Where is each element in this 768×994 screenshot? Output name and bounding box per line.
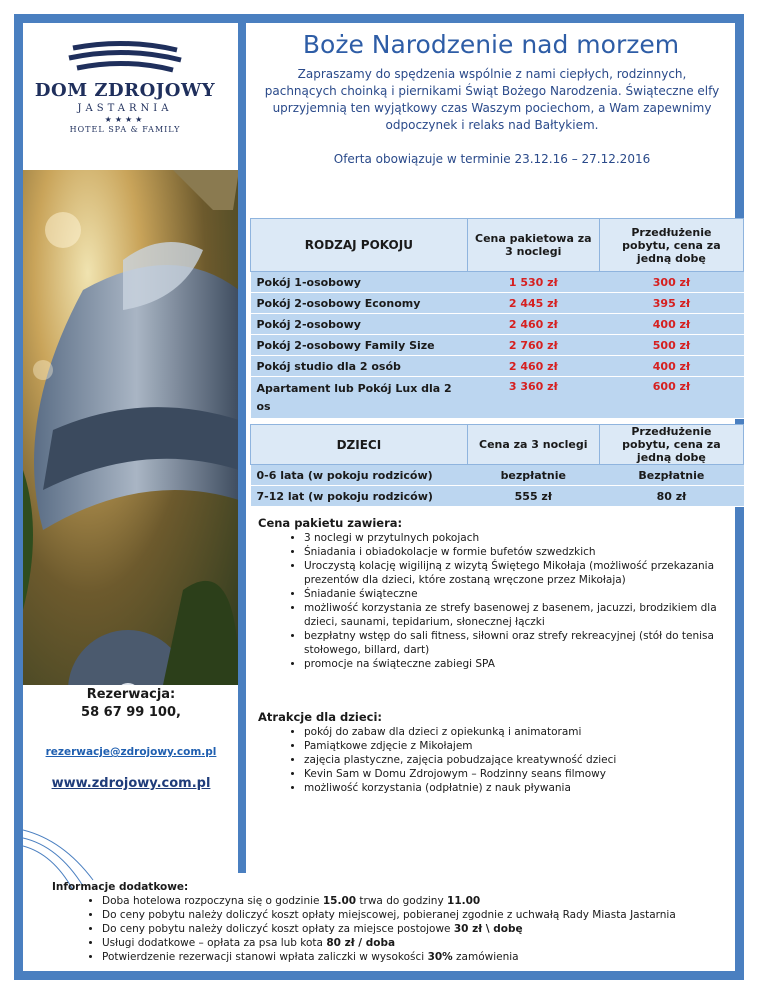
- additional-info: [52, 880, 742, 964]
- room-name: Pokój 1-osobowy: [251, 272, 468, 293]
- info-bold: 30%: [427, 951, 453, 963]
- info-text: zamówienia: [452, 951, 519, 963]
- list-item: • Pamiątkowe zdjęcie z Mikołajem: [304, 739, 740, 753]
- room-extra: 600 zł: [599, 377, 743, 419]
- table-row: [251, 377, 744, 419]
- table-row: [251, 272, 744, 293]
- room-name: Pokój 2-osobowy: [251, 314, 468, 335]
- list-item: • zajęcia plastyczne, zajęcia pobudzające kreatywność dzieci: [304, 753, 740, 767]
- reservation-phone[interactable]: 58 67 99 100,: [81, 705, 181, 720]
- rooms-price-table: [250, 218, 744, 419]
- list-item: • możliwość korzystania ze strefy basenowej z basenem, jacuzzi, brodzikiem dla dzieci, saunami, tepidarium, słonecznej łączki: [304, 601, 740, 629]
- room-price: 2 460 zł: [467, 314, 599, 335]
- kids-attractions: [258, 710, 740, 795]
- vertical-divider: [238, 23, 246, 873]
- includes-heading: Cena pakietu zawiera:: [258, 516, 403, 530]
- package-includes: [258, 516, 740, 671]
- table-row: [251, 293, 744, 314]
- list-item: [102, 950, 742, 964]
- room-price: 2 460 zł: [467, 356, 599, 377]
- kids-header-price: Cena za 3 noclegi: [467, 425, 599, 465]
- list-item: [102, 908, 742, 922]
- offer-dates: Oferta obowiązuje w terminie 23.12.16 – 27.12.2016: [333, 152, 651, 166]
- list-item: • Śniadanie świąteczne: [304, 587, 740, 601]
- list-item: • Kevin Sam w Domu Zdrojowym – Rodzinny seans filmowy: [304, 767, 740, 781]
- reservation-box: [23, 686, 239, 791]
- list-item: • promocje na świąteczne zabiegi SPA: [304, 657, 740, 671]
- info-text: Usługi dodatkowe – opłata za psa lub kota: [102, 937, 327, 949]
- christmas-bell-photo: [23, 170, 239, 685]
- intro-text: Zapraszamy do spędzenia wspólnie z nami ciepłych, rodzinnych, pachnących choinką i piernikami Świąt Bożego Narodzenia. Świąteczne elfy uprzyjemnią ten wyjątkowy czas Waszym pociechom, a Wam zapewnimy odpoczynek i relaks nad Bałtykiem.: [264, 67, 720, 132]
- kids-header-type: DZIECI: [251, 425, 468, 465]
- room-extra: 395 zł: [599, 293, 743, 314]
- website-link[interactable]: www.zdrojowy.com.pl: [51, 776, 211, 791]
- page-title: Boże Narodzenie nad morzem: [302, 30, 680, 59]
- room-extra: 300 zł: [599, 272, 743, 293]
- info-text: Do ceny pobytu należy doliczyć koszt opłaty miejscowej, pobieranej zgodnie z uchwałą Rady Miasta Jastarnia: [102, 909, 676, 921]
- logo-waves-icon: [65, 40, 185, 78]
- info-bold: 80 zł / doba: [326, 937, 396, 949]
- info-bold: 30 zł \ dobę: [453, 923, 523, 935]
- info-bold: 11.00: [447, 895, 481, 907]
- room-extra: 500 zł: [599, 335, 743, 356]
- logo-brand: DOM ZDROJOWY: [34, 80, 216, 101]
- kids-price: bezpłatnie: [467, 465, 599, 486]
- info-bold: 15.00: [322, 895, 357, 907]
- attractions-heading: Atrakcje dla dzieci:: [258, 710, 383, 724]
- list-item: • Śniadania i obiadokolacje w formie bufetów szwedzkich: [304, 545, 740, 559]
- kids-price: 555 zł: [467, 486, 599, 507]
- table-row: [251, 314, 744, 335]
- list-item: • bezpłatny wstęp do sali fitness, siłowni oraz strefy rekreacyjnej (stół do tenisa stołowego, billard, dart): [304, 629, 740, 657]
- room-extra: 400 zł: [599, 356, 743, 377]
- room-name: Apartament lub Pokój Lux dla 2 os: [251, 377, 468, 419]
- room-name: Pokój 2-osobowy Economy: [251, 293, 468, 314]
- hotel-logo: [30, 30, 220, 160]
- list-item: • Uroczystą kolację wigilijną z wizytą Świętego Mikołaja (możliwość przekazania prezentów dla dzieci, które zostaną wręczone przez Mikołaja): [304, 559, 740, 587]
- list-item: • pokój do zabaw dla dzieci z opiekunką i animatorami: [304, 725, 740, 739]
- list-item: [102, 894, 742, 908]
- info-list: [52, 894, 742, 964]
- logo-tagline: HOTEL SPA & FAMILY: [69, 125, 181, 134]
- logo-stars: ★★★★: [104, 115, 146, 124]
- room-price: 2 445 zł: [467, 293, 599, 314]
- table-row: [251, 335, 744, 356]
- room-extra: 400 zł: [599, 314, 743, 335]
- table-row: [251, 465, 744, 486]
- info-text: Doba hotelowa rozpoczyna się o godzinie: [102, 895, 323, 907]
- table-row: [251, 356, 744, 377]
- reservation-label: Rezerwacja:: [86, 687, 176, 702]
- kids-age: 7-12 lat (w pokoju rodziców): [251, 486, 468, 507]
- list-item: [102, 936, 742, 950]
- info-text: Do ceny pobytu należy doliczyć koszt opłaty za miejsce postojowe: [102, 923, 454, 935]
- info-heading: Informacje dodatkowe:: [52, 881, 189, 893]
- kids-extra: Bezpłatnie: [599, 465, 743, 486]
- rooms-header-extension: Przedłużenie pobytu, cena za jedną dobę: [599, 219, 743, 272]
- includes-list: [258, 531, 740, 671]
- rooms-header-type: RODZAJ POKOJU: [251, 219, 468, 272]
- kids-age: 0-6 lata (w pokoju rodziców): [251, 465, 468, 486]
- list-item: • możliwość korzystania (odpłatnie) z nauk pływania: [304, 781, 740, 795]
- attractions-list: [258, 725, 740, 795]
- room-name: Pokój studio dla 2 osób: [251, 356, 468, 377]
- info-text: trwa do godziny: [356, 895, 448, 907]
- info-text: Potwierdzenie rezerwacji stanowi wpłata zaliczki w wysokości: [102, 951, 428, 963]
- table-row: [251, 486, 744, 507]
- rooms-header-price: Cena pakietowa za 3 noclegi: [467, 219, 599, 272]
- logo-location: JASTARNIA: [77, 103, 173, 114]
- room-price: 2 760 zł: [467, 335, 599, 356]
- reservation-email-link[interactable]: rezerwacje@zdrojowy.com.pl: [45, 746, 217, 758]
- kids-header-extension: Przedłużenie pobytu, cena za jedną dobę: [599, 425, 743, 465]
- list-item: • 3 noclegi w przytulnych pokojach: [304, 531, 740, 545]
- list-item: [102, 922, 742, 936]
- kids-price-table: [250, 424, 744, 507]
- room-name: Pokój 2-osobowy Family Size: [251, 335, 468, 356]
- kids-extra: 80 zł: [599, 486, 743, 507]
- room-price: 3 360 zł: [467, 377, 599, 419]
- room-price: 1 530 zł: [467, 272, 599, 293]
